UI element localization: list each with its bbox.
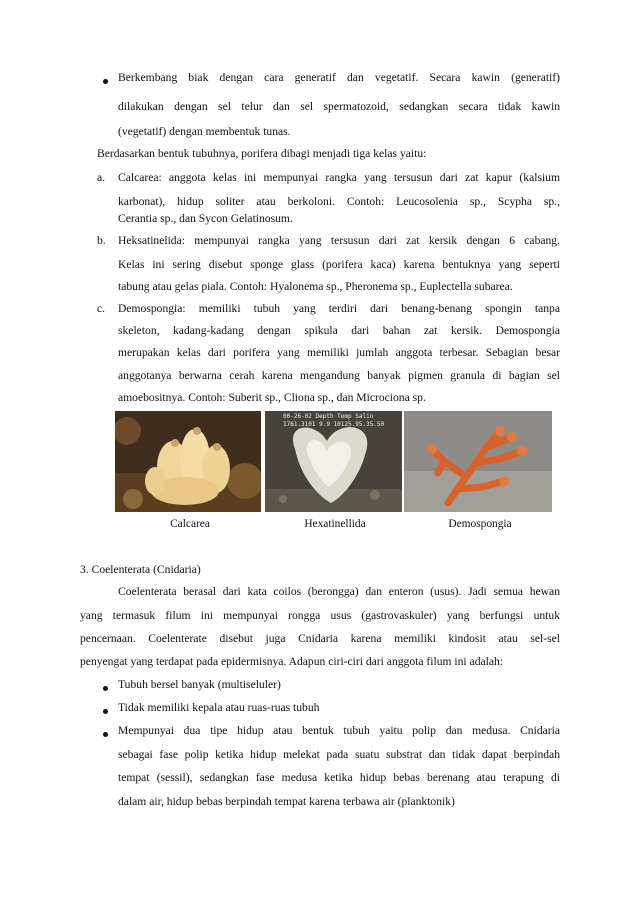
reproduction-text-line: dilakukan dengan sel telur dan sel spermatozoid, sedangkan secara tidak kawin — [118, 100, 560, 113]
photo-overlay-line: 1761.3101 9.9 10125.95.35.50 — [283, 421, 385, 428]
bullet-marker — [103, 79, 108, 84]
characteristic-item-line: tempat (sessil), sedangkan fase medusa ketika hidup bebas berenang atau terapung di — [118, 771, 560, 784]
caption-demospongia: Demospongia — [448, 518, 512, 530]
heksatinelida-text-line: tabung atau gelas piala. Contoh: Hyalonema sp., Pheronema sp., Euplectella subarea. — [118, 280, 513, 293]
coelenterata-paragraph-line: pencernaan. Coelenterate disebut juga Cnidaria karena memiliki kindosit atau sel-sel — [80, 632, 560, 645]
calcarea-photo — [115, 411, 261, 512]
calcarea-text-line: Calcarea: anggota kelas ini mempunyai rangka yang tersusun dari zat kapur (kalsium — [118, 171, 560, 184]
classification-intro: Berdasarkan bentuk tubuhnya, porifera dibagi menjadi tiga kelas yaitu: — [97, 147, 427, 160]
class-marker-b: b. — [97, 234, 106, 247]
demospongia-photo — [404, 411, 552, 512]
calcarea-text-line: Cerantia sp., dan Sycon Gelatinosum. — [118, 212, 293, 225]
characteristic-item-line: dalam air, hidup bebas berpindah tempat karena terbawa air (planktonik) — [118, 795, 455, 808]
class-marker-a: a. — [97, 171, 106, 184]
reproduction-text-line: (vegetatif) dengan membentuk tunas. — [118, 125, 291, 138]
section-heading: 3. Coelenterata (Cnidaria) — [80, 563, 201, 576]
bullet-marker — [103, 732, 108, 737]
caption-hexatinellida: Hexatinellida — [304, 518, 366, 530]
coelenterata-paragraph-line: yang termasuk filum ini mempunyai rongga usus (gastrovaskuler) yang berfungsi untuk — [80, 609, 560, 622]
class-marker-c: c. — [97, 302, 106, 315]
hexatinellida-photo — [265, 411, 402, 512]
demospongia-text-line: Demospongia: memiliki tubuh yang terdiri dari benang-benang spongin tanpa — [118, 302, 560, 315]
calcarea-text-line: karbonat), hidup soliter atau berkoloni. Contoh: Leucosolenia sp., Scypha sp., — [118, 195, 560, 208]
demospongia-text-line: merupakan kelas dari porifera yang memiliki jumlah anggota terbesar. Sebagian besar — [118, 346, 560, 359]
heksatinelida-text-line: Kelas ini sering disebut sponge glass (porifera kaca) karena bentuknya yang seperti — [118, 258, 560, 271]
demospongia-text-line: anggotanya berwarna cerah karena mengandung banyak pigmen granula di bagian sel — [118, 369, 560, 382]
coelenterata-paragraph-line: Coelenterata berasal dari kata coilos (berongga) dan enteron (usus). Jadi semua hewan — [118, 585, 560, 598]
demospongia-text-line: amoebositnya. Contoh: Suberit sp., Cliona sp., dan Microciona sp. — [118, 391, 426, 404]
photo-overlay-line: 00-26-02 Depth Temp Salin — [283, 413, 374, 420]
characteristic-item-line: sebagai fase polip ketika hidup melekat pada suatu substrat dan tidak dapat berpindah — [118, 748, 560, 761]
reproduction-text-line: Berkembang biak dengan cara generatif dan vegetatif. Secara kawin (generatif) — [118, 71, 560, 84]
coelenterata-paragraph-line: penyengat yang terdapat pada epidermisnya. Adapun ciri-ciri dari anggota filum ini adalah: — [80, 655, 504, 668]
caption-calcarea: Calcarea — [170, 518, 210, 530]
bullet-marker — [103, 709, 108, 714]
characteristic-item: Tidak memiliki kepala atau ruas-ruas tubuh — [118, 701, 320, 714]
characteristic-item: Tubuh bersel banyak (multiseluler) — [118, 678, 281, 691]
bullet-marker — [103, 686, 108, 691]
characteristic-item-line: Mempunyai dua tipe hidup atau bentuk tubuh yaitu polip dan medusa. Cnidaria — [118, 724, 560, 737]
demospongia-text-line: skeleton, kadang-kadang dengan spikula dari bahan zat kersik. Demospongia — [118, 324, 560, 337]
heksatinelida-text-line: Heksatinelida: mempunyai rangka yang tersusun dari zat kersik dengan 6 cabang. — [118, 234, 560, 247]
